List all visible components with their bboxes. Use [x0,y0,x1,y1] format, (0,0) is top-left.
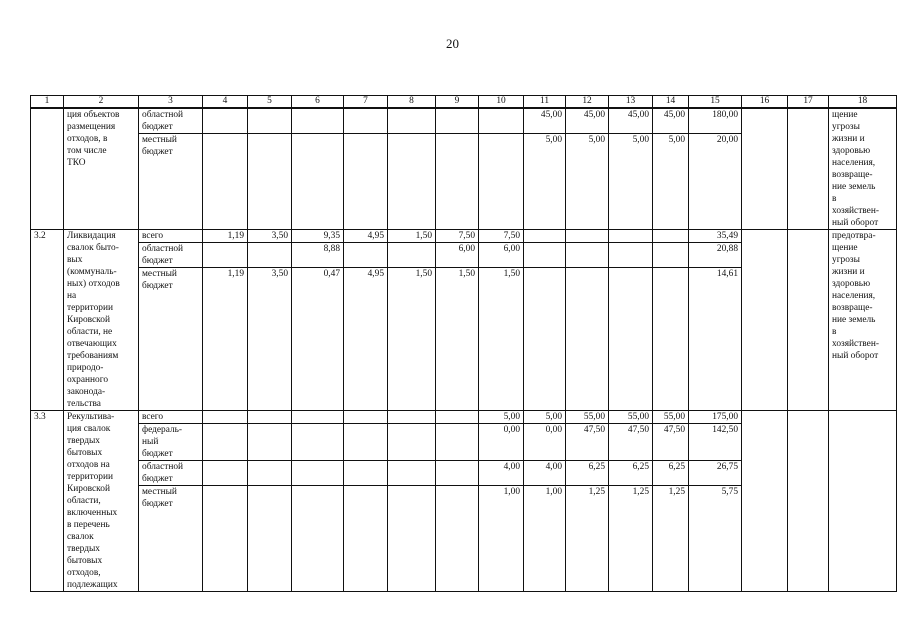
value-cell: 6,25 [566,461,609,486]
total-cell: 20,88 [689,243,742,268]
value-cell: 7,50 [479,230,524,243]
column-number-17: 17 [788,96,829,109]
measure-name-cell: ция объектов размещения отходов, в том числе ТКО [64,108,139,230]
value-cell [292,461,344,486]
value-cell [292,486,344,592]
value-cell [203,134,248,230]
value-cell: 8,88 [292,243,344,268]
column-number-16: 16 [742,96,788,109]
column-number-12: 12 [566,96,609,109]
column-number-18: 18 [829,96,897,109]
value-cell: 45,00 [609,108,653,134]
value-cell: 0,47 [292,268,344,411]
funding-source-cell: местный бюджет [139,134,203,230]
value-cell [388,411,436,424]
value-cell [292,411,344,424]
empty-cell [788,230,829,411]
column-number-10: 10 [479,96,524,109]
value-cell: 9,35 [292,230,344,243]
value-cell [388,461,436,486]
value-cell [479,134,524,230]
value-cell [248,243,292,268]
value-cell: 3,50 [248,268,292,411]
value-cell [248,424,292,461]
value-cell [436,134,479,230]
value-cell [292,424,344,461]
value-cell: 4,00 [479,461,524,486]
value-cell: 5,00 [566,134,609,230]
value-cell: 7,50 [436,230,479,243]
value-cell [344,486,388,592]
value-cell [344,134,388,230]
value-cell [524,243,566,268]
value-cell: 1,25 [609,486,653,592]
value-cell [203,486,248,592]
value-cell [203,108,248,134]
empty-cell [788,411,829,592]
value-cell [203,461,248,486]
value-cell: 5,00 [479,411,524,424]
value-cell: 47,50 [653,424,689,461]
value-cell: 55,00 [609,411,653,424]
budget-table [30,95,897,592]
value-cell [609,230,653,243]
column-number-3: 3 [139,96,203,109]
funding-source-cell: областной бюджет [139,461,203,486]
value-cell [653,268,689,411]
value-cell: 1,50 [388,268,436,411]
value-cell [344,243,388,268]
value-cell: 1,50 [388,230,436,243]
column-number-2: 2 [64,96,139,109]
value-cell: 55,00 [566,411,609,424]
value-cell: 0,00 [524,424,566,461]
value-cell [653,243,689,268]
funding-source-cell: всего [139,411,203,424]
funding-source-cell: всего [139,230,203,243]
total-cell: 35,49 [689,230,742,243]
total-cell: 20,00 [689,134,742,230]
total-cell: 180,00 [689,108,742,134]
total-cell: 175,00 [689,411,742,424]
value-cell [436,486,479,592]
measure-name-cell: Рекультива- ция свалок твердых бытовых отходов на территории Кировской области, включенных в перечень свалок твердых бытовых отходов, подлежащих [64,411,139,592]
empty-cell [788,108,829,230]
value-cell [388,243,436,268]
column-number-15: 15 [689,96,742,109]
value-cell [609,268,653,411]
result-cell [829,411,897,592]
column-number-5: 5 [248,96,292,109]
value-cell [344,411,388,424]
value-cell [388,486,436,592]
value-cell [566,268,609,411]
column-number-8: 8 [388,96,436,109]
value-cell [203,424,248,461]
value-cell: 4,00 [524,461,566,486]
value-cell [524,268,566,411]
value-cell [566,243,609,268]
table-row [31,411,897,424]
column-number-11: 11 [524,96,566,109]
value-cell: 6,25 [653,461,689,486]
total-cell: 14,61 [689,268,742,411]
column-number-9: 9 [436,96,479,109]
result-cell: предотвра- щение угрозы жизни и здоровью населения, возвраще- ние земель в хозяйствен- ный оборот [829,230,897,411]
row-number-cell [31,108,64,230]
value-cell: 1,00 [524,486,566,592]
value-cell [203,411,248,424]
value-cell: 6,00 [436,243,479,268]
result-cell: щение угрозы жизни и здоровью населения, возвраще- ние земель в хозяйствен- ный оборот [829,108,897,230]
measure-name-cell: Ликвидация свалок быто- вых (коммуналь- ных) отходов на территории Кировской области, не отвечающих требованиям природо- охранного законода- тельства [64,230,139,411]
value-cell: 1,19 [203,230,248,243]
value-cell [248,108,292,134]
value-cell: 6,00 [479,243,524,268]
column-number-7: 7 [344,96,388,109]
value-cell: 1,19 [203,268,248,411]
column-number-4: 4 [203,96,248,109]
total-cell: 142,50 [689,424,742,461]
empty-cell [742,411,788,592]
value-cell: 5,00 [524,134,566,230]
value-cell [248,411,292,424]
column-number-14: 14 [653,96,689,109]
value-cell: 5,00 [609,134,653,230]
funding-source-cell: местный бюджет [139,268,203,411]
column-number-6: 6 [292,96,344,109]
value-cell [436,424,479,461]
funding-source-cell: областной бюджет [139,108,203,134]
row-number-cell: 3.3 [31,411,64,592]
value-cell: 1,25 [653,486,689,592]
value-cell: 1,00 [479,486,524,592]
value-cell [436,411,479,424]
row-number-cell: 3.2 [31,230,64,411]
value-cell: 45,00 [524,108,566,134]
value-cell [344,108,388,134]
page-number: 20 [446,36,459,51]
funding-source-cell: местный бюджет [139,486,203,592]
value-cell [248,134,292,230]
table-row [31,108,897,134]
table-row [31,230,897,243]
value-cell: 55,00 [653,411,689,424]
value-cell [292,108,344,134]
empty-cell [742,230,788,411]
value-cell: 1,50 [436,268,479,411]
value-cell [292,134,344,230]
total-cell: 26,75 [689,461,742,486]
value-cell [479,108,524,134]
value-cell [388,424,436,461]
funding-source-cell: областной бюджет [139,243,203,268]
value-cell: 4,95 [344,268,388,411]
value-cell: 45,00 [566,108,609,134]
value-cell: 1,25 [566,486,609,592]
value-cell: 47,50 [566,424,609,461]
funding-source-cell: федераль- ный бюджет [139,424,203,461]
value-cell [524,230,566,243]
value-cell: 4,95 [344,230,388,243]
column-number-1: 1 [31,96,64,109]
empty-cell [742,108,788,230]
value-cell [388,134,436,230]
value-cell: 3,50 [248,230,292,243]
value-cell: 0,00 [479,424,524,461]
value-cell [248,486,292,592]
value-cell [436,108,479,134]
value-cell: 1,50 [479,268,524,411]
value-cell [436,461,479,486]
column-number-row [31,96,897,109]
value-cell: 45,00 [653,108,689,134]
value-cell: 5,00 [653,134,689,230]
value-cell [566,230,609,243]
value-cell [344,424,388,461]
total-cell: 5,75 [689,486,742,592]
value-cell: 6,25 [609,461,653,486]
value-cell: 5,00 [524,411,566,424]
value-cell [653,230,689,243]
value-cell [344,461,388,486]
value-cell [248,461,292,486]
value-cell: 47,50 [609,424,653,461]
value-cell [609,243,653,268]
value-cell [388,108,436,134]
value-cell [203,243,248,268]
column-number-13: 13 [609,96,653,109]
